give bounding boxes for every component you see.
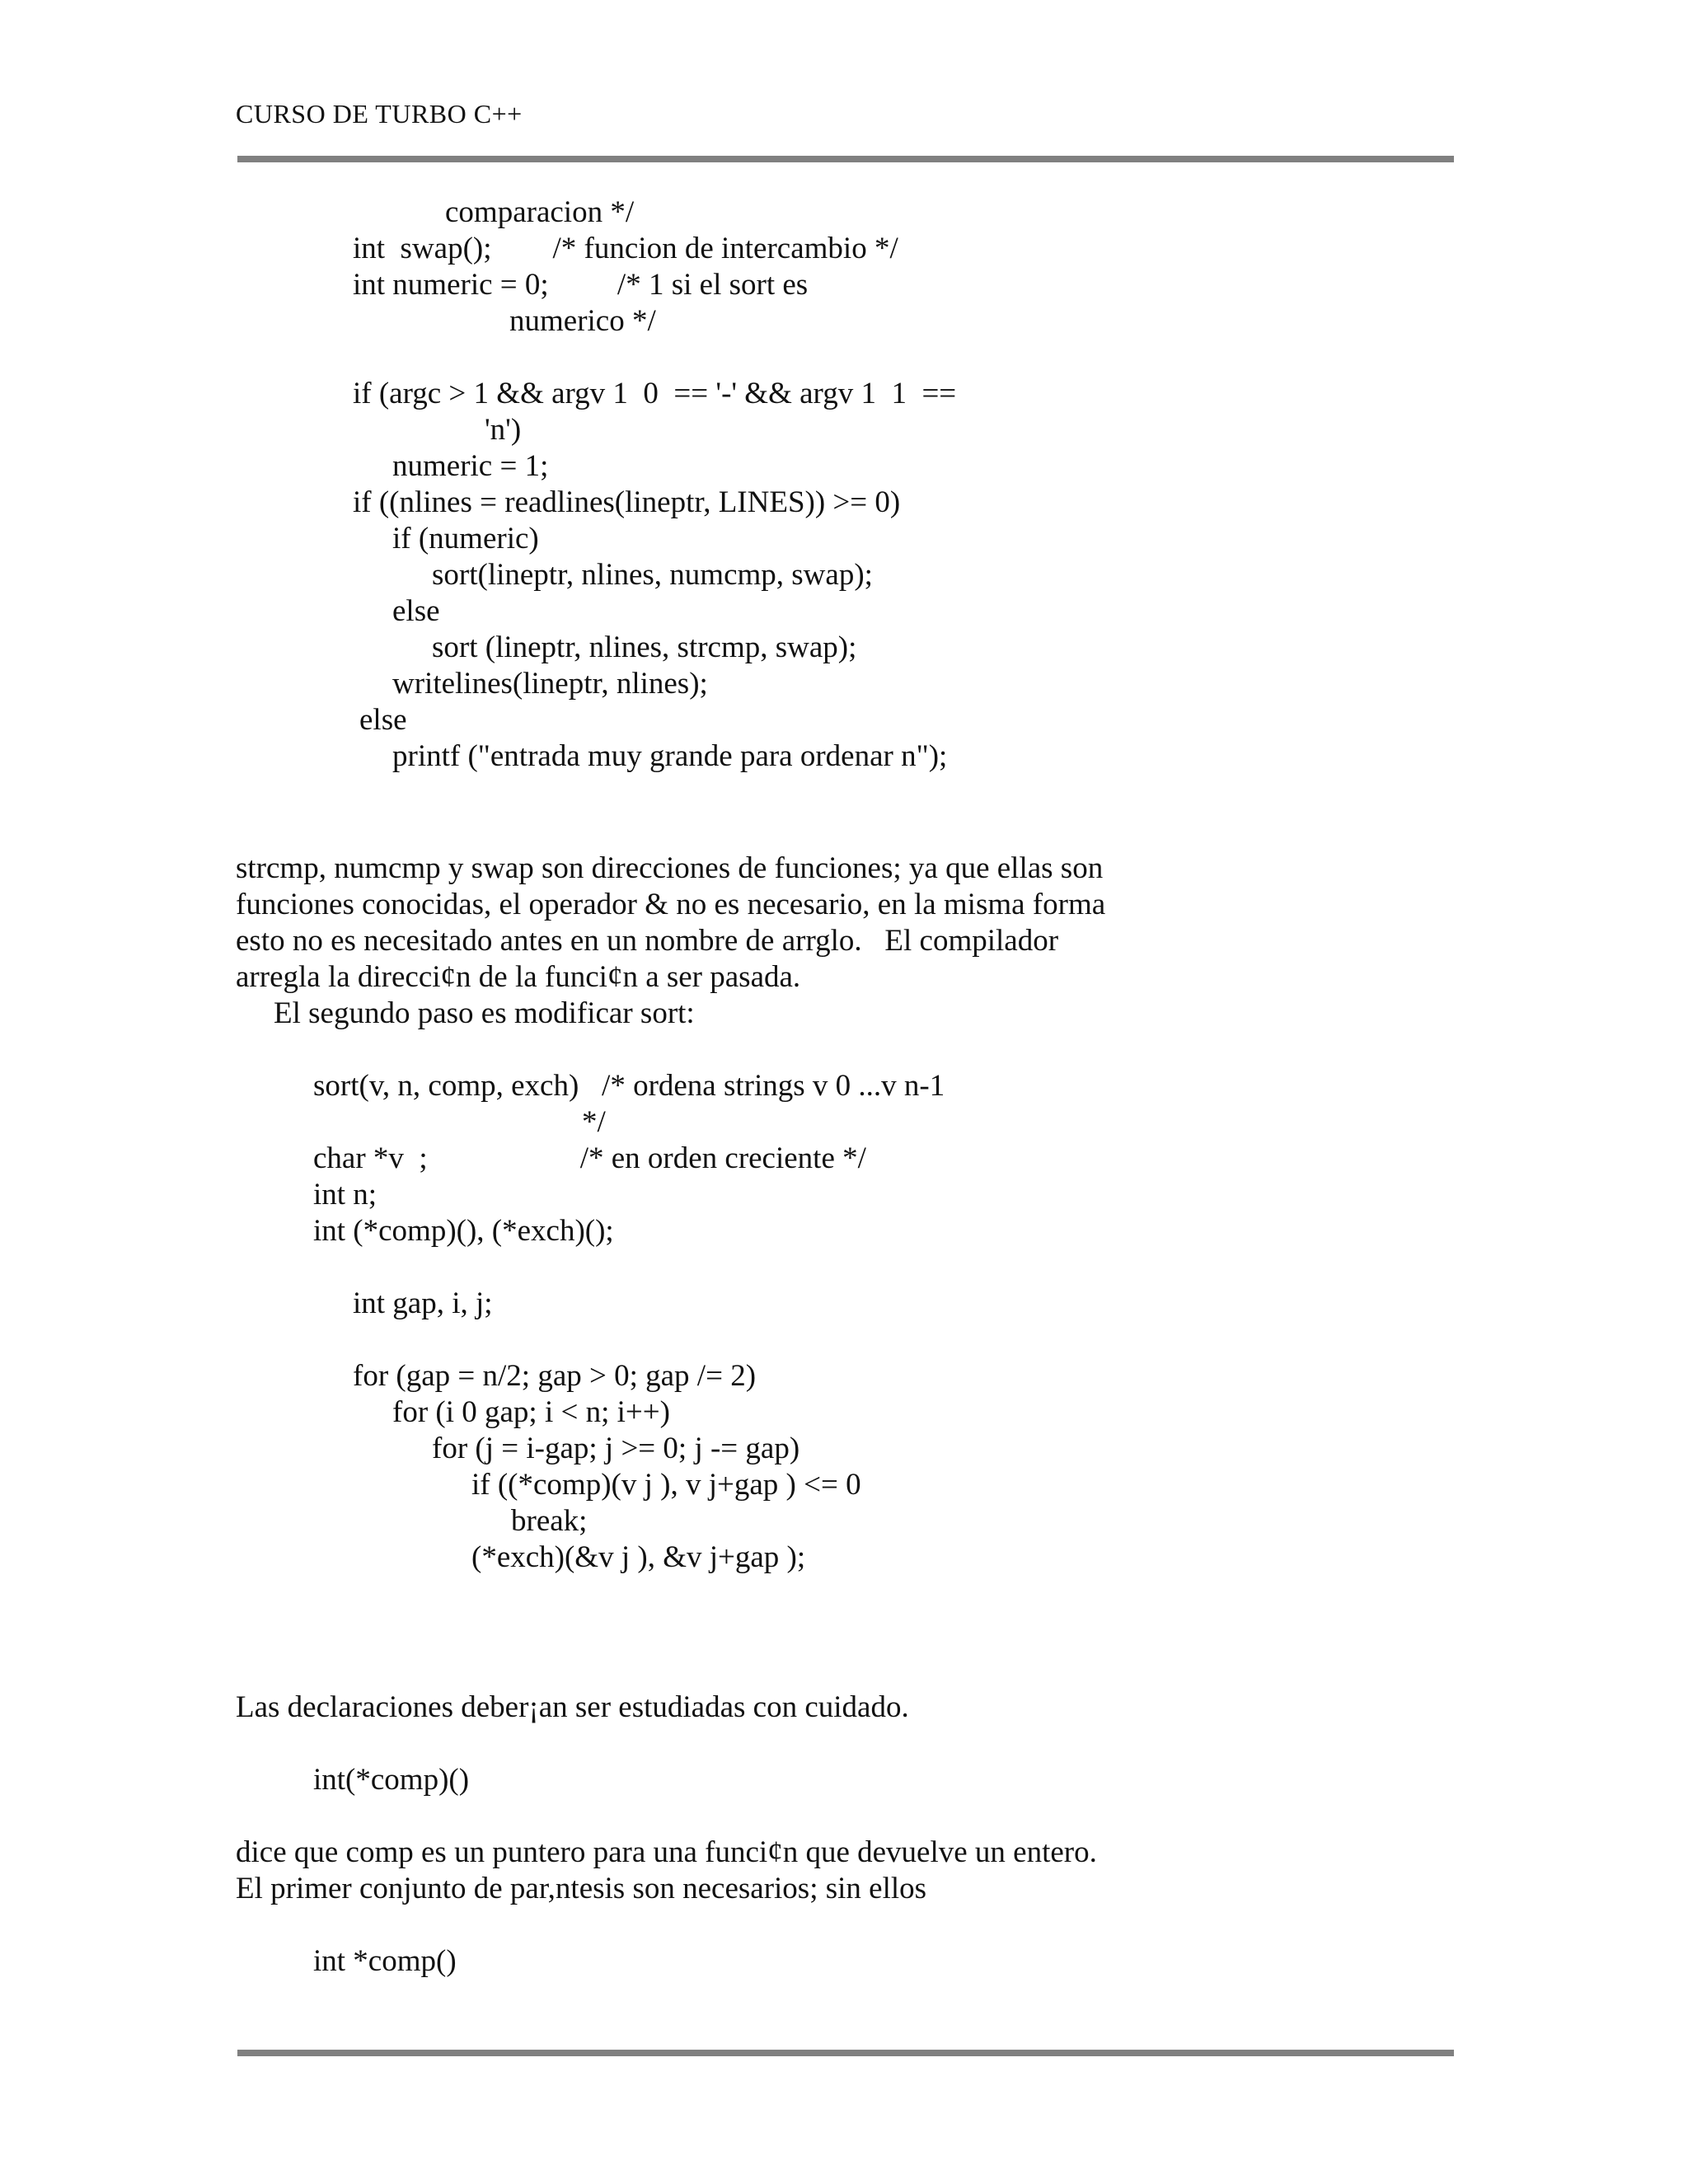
code-line: sort(v, n, comp, exch) /* ordena strings v 0 ...v n-1 bbox=[313, 1069, 945, 1103]
code-line: numerico */ bbox=[509, 304, 656, 338]
code-line: else bbox=[392, 594, 440, 628]
text-line: esto no es necesitado antes en un nombre de arrglo. El compilador bbox=[236, 924, 1059, 958]
code-line: writelines(lineptr, nlines); bbox=[392, 667, 708, 701]
code-line: if ((nlines = readlines(lineptr, LINES)) >= 0) bbox=[353, 485, 901, 519]
code-line: int(*comp)() bbox=[313, 1763, 470, 1797]
code-line: 'n') bbox=[485, 413, 522, 447]
code-line: char *v ; /* en orden creciente */ bbox=[313, 1141, 866, 1175]
header-rule bbox=[237, 156, 1454, 162]
text-line: El primer conjunto de par,ntesis son necesarios; sin ellos bbox=[236, 1872, 927, 1905]
text-line: arregla la direcci¢n de la funci¢n a ser pasada. bbox=[236, 960, 801, 994]
code-line: if (argc > 1 && argv 1 0 == '-' && argv 1 1 == bbox=[353, 377, 957, 410]
code-line: for (gap = n/2; gap > 0; gap /= 2) bbox=[353, 1359, 757, 1393]
code-line: int gap, i, j; bbox=[353, 1286, 493, 1320]
code-line: break; bbox=[511, 1504, 588, 1538]
footer-rule bbox=[237, 2050, 1454, 2056]
code-line: sort (lineptr, nlines, strcmp, swap); bbox=[432, 630, 857, 664]
code-line: numeric = 1; bbox=[392, 449, 549, 483]
code-line: int *comp() bbox=[313, 1944, 457, 1978]
page-header-title: CURSO DE TURBO C++ bbox=[236, 99, 523, 129]
text-line: funciones conocidas, el operador & no es necesario, en la misma forma bbox=[236, 888, 1106, 921]
code-line: int (*comp)(), (*exch)(); bbox=[313, 1214, 614, 1248]
text-line: strcmp, numcmp y swap son direcciones de funciones; ya que ellas son bbox=[236, 851, 1104, 885]
text-line: dice que comp es un puntero para una funci¢n que devuelve un entero. bbox=[236, 1835, 1097, 1869]
code-line: int numeric = 0; /* 1 si el sort es bbox=[353, 268, 809, 302]
text-line: El segundo paso es modificar sort: bbox=[274, 996, 695, 1030]
code-line: int swap(); /* funcion de intercambio */ bbox=[353, 232, 898, 265]
code-line: for (j = i-gap; j >= 0; j -= gap) bbox=[432, 1432, 800, 1465]
code-line: */ bbox=[582, 1105, 606, 1139]
code-line: comparacion */ bbox=[445, 195, 635, 229]
code-line: if ((*comp)(v j ), v j+gap ) <= 0 bbox=[471, 1468, 861, 1502]
code-line: else bbox=[359, 703, 407, 737]
code-line: int n; bbox=[313, 1178, 377, 1212]
code-line: printf ("entrada muy grande para ordenar n"); bbox=[392, 739, 948, 773]
code-line: (*exch)(&v j ), &v j+gap ); bbox=[471, 1540, 806, 1574]
code-line: for (i 0 gap; i < n; i++) bbox=[392, 1395, 670, 1429]
code-line: sort(lineptr, nlines, numcmp, swap); bbox=[432, 558, 873, 592]
code-line: if (numeric) bbox=[392, 522, 539, 555]
text-line: Las declaraciones deber¡an ser estudiadas con cuidado. bbox=[236, 1690, 909, 1724]
